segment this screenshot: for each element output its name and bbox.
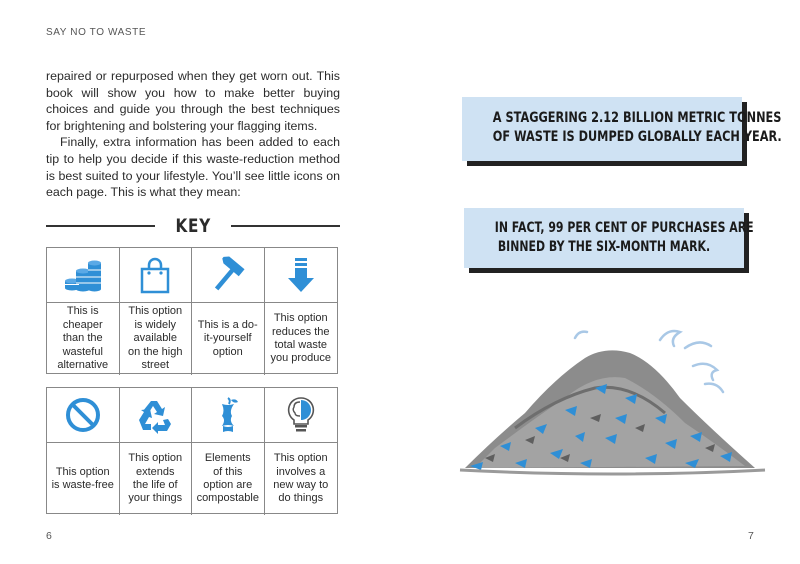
callout-purchases-statistic bbox=[464, 208, 754, 268]
key-grid-2 bbox=[46, 387, 338, 514]
key-line: the life of bbox=[132, 479, 178, 491]
key-line: do things bbox=[278, 492, 324, 505]
key-line: This option bbox=[273, 312, 328, 325]
page-number-right: 7 bbox=[748, 530, 754, 542]
key-text-extends-life bbox=[120, 443, 193, 515]
key-line: your things bbox=[128, 492, 183, 505]
key-label bbox=[52, 466, 114, 493]
hammer-icon bbox=[192, 248, 265, 303]
key-line: This option bbox=[273, 452, 328, 465]
page-number-left: 6 bbox=[46, 530, 52, 542]
key-line: alternative bbox=[57, 359, 109, 372]
shopping-bag-icon bbox=[120, 248, 193, 303]
key-line: Elements bbox=[204, 452, 251, 465]
key-text-waste-free bbox=[47, 443, 120, 515]
coins-icon bbox=[47, 248, 120, 303]
key-rule-left bbox=[46, 225, 155, 227]
callout-line: IN FACT, 99 PER CENT OF PURCHASES ARE bbox=[494, 220, 754, 236]
key-line: street bbox=[141, 359, 169, 372]
key-line: is widely bbox=[134, 318, 177, 331]
key-text-compostable bbox=[192, 443, 265, 515]
apple-core-icon bbox=[192, 388, 265, 443]
key-line: option are bbox=[203, 479, 253, 491]
key-grid-1 bbox=[46, 247, 338, 374]
key-label bbox=[273, 452, 328, 506]
lightbulb-brain-icon bbox=[265, 388, 338, 443]
key-line: is waste-free bbox=[51, 479, 114, 491]
callout-line: A STAGGERING 2.12 BILLION METRIC TONNES bbox=[492, 110, 782, 126]
key-text-diy bbox=[192, 303, 265, 375]
key-text-available bbox=[120, 303, 193, 375]
body-text bbox=[46, 68, 340, 201]
no-symbol-icon bbox=[47, 388, 120, 443]
key-line: compostable bbox=[196, 492, 259, 505]
key-line: This is bbox=[66, 305, 99, 318]
key-label bbox=[57, 305, 108, 372]
callout-line: BINNED BY THE SIX-MONTH MARK. bbox=[497, 239, 711, 255]
key-line: wasteful bbox=[62, 345, 103, 358]
key-title: KEY bbox=[175, 215, 211, 237]
key-line: total waste bbox=[274, 339, 328, 351]
key-heading bbox=[46, 214, 340, 238]
key-label bbox=[197, 452, 259, 506]
running-head: SAY NO TO WASTE bbox=[46, 27, 147, 38]
key-line: This option bbox=[55, 465, 110, 478]
key-line: available bbox=[133, 332, 177, 345]
key-line: on the high bbox=[128, 345, 183, 358]
key-line: new way to bbox=[273, 479, 329, 491]
callout-waste-statistic bbox=[462, 97, 782, 161]
key-label bbox=[128, 305, 182, 372]
paragraph-1: repaired or repurposed when they get worn out. This book will show you how to make better buying choices and guide you through the best techniques for brightening and bolstering your flagging items. bbox=[46, 69, 340, 133]
key-line: than the bbox=[62, 332, 103, 345]
key-line: extends bbox=[135, 465, 175, 478]
key-label bbox=[198, 319, 258, 359]
key-line: cheaper bbox=[62, 318, 103, 331]
key-text-cheaper bbox=[47, 303, 120, 375]
arrow-down-icon bbox=[265, 248, 338, 303]
key-label bbox=[128, 452, 182, 506]
key-line: it-yourself bbox=[203, 332, 252, 345]
key-label bbox=[270, 312, 331, 366]
paragraph-2: Finally, extra information has been added to each tip to help you decide if this waste-reduction method is best suited to your lifestyle. You’ll see little icons on each page. This is what they mean: bbox=[46, 135, 340, 200]
waste-heap-icon bbox=[455, 318, 775, 488]
key-line: This option bbox=[128, 305, 183, 318]
recycle-icon bbox=[120, 388, 193, 443]
key-line: involves a bbox=[276, 465, 326, 478]
key-line: option bbox=[212, 345, 243, 358]
key-line: This is a do- bbox=[197, 318, 258, 331]
key-line: reduces the bbox=[272, 325, 330, 338]
right-page bbox=[400, 0, 800, 564]
key-line: you produce bbox=[270, 352, 332, 365]
key-line: of this bbox=[213, 465, 243, 478]
key-text-new-way bbox=[265, 443, 338, 515]
key-text-reduces bbox=[265, 303, 338, 375]
callout-line: OF WASTE IS DUMPED GLOBALLY EACH YEAR. bbox=[492, 129, 782, 145]
key-rule-right bbox=[231, 225, 340, 227]
key-line: This option bbox=[128, 452, 183, 465]
